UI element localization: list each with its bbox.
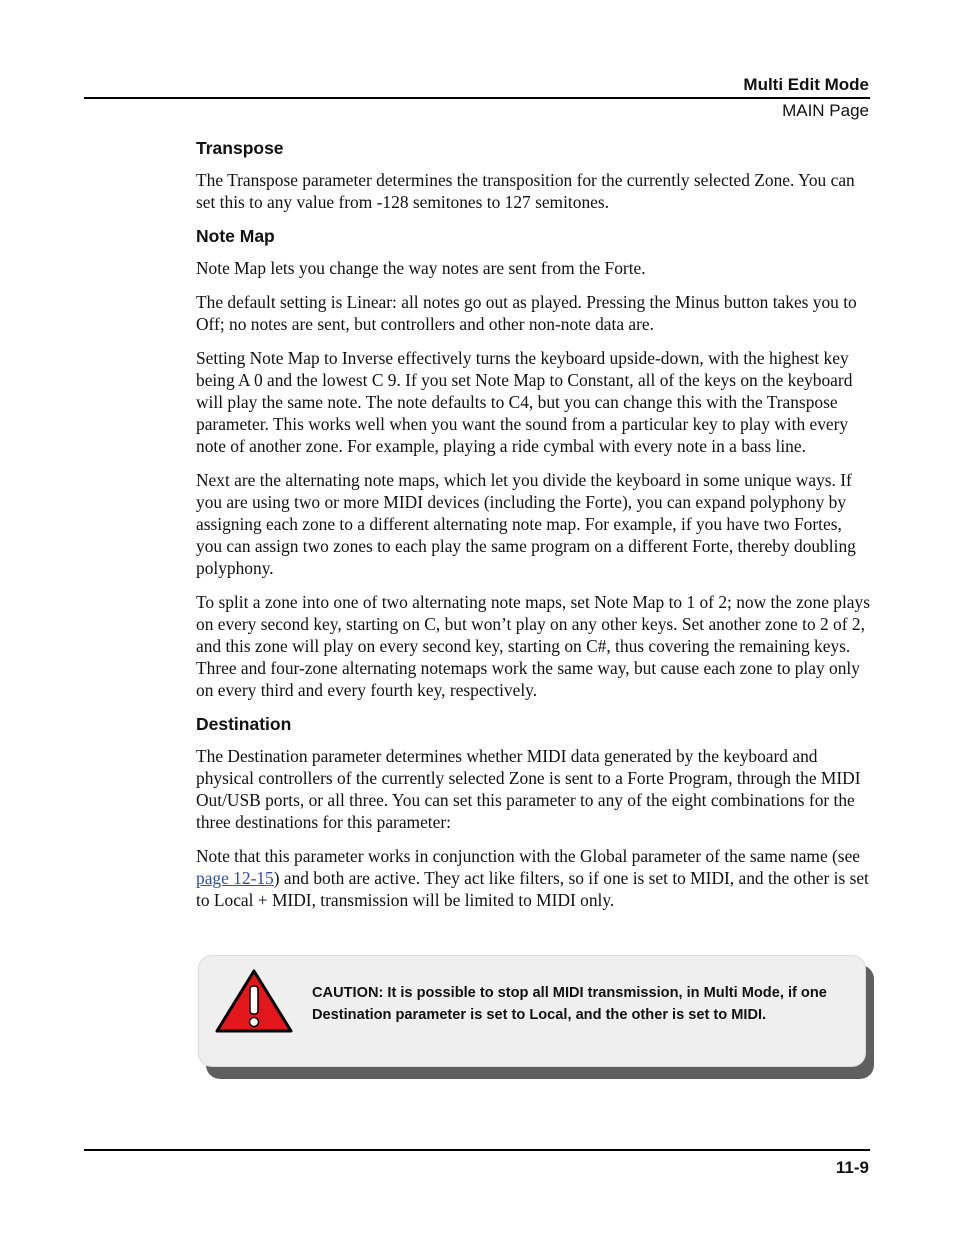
caution-text: CAUTION: It is possible to stop all MIDI transmission, in Multi Mode, if one Destination parameter is set to Local, and the other is set to MIDI. xyxy=(312,985,827,1023)
paragraph: The Transpose parameter determines the transposition for the currently selected Zone. You can set this to any value from -128 semitones to 127 semitones. xyxy=(196,170,855,212)
page-number: 11-9 xyxy=(835,1158,869,1177)
section-transpose xyxy=(196,137,872,213)
section-destination xyxy=(196,713,872,911)
paragraph: Note Map lets you change the way notes are sent from the Forte. xyxy=(196,258,646,278)
warning-icon xyxy=(214,968,294,1034)
text-after-link: ) and both are active. They act like filters, so if one is set to MIDI, and the other is set to Local + MIDI, transmission will be limited to MIDI only. xyxy=(196,868,869,910)
running-header-title: Multi Edit Mode xyxy=(743,75,869,94)
running-header-subtitle: MAIN Page xyxy=(782,101,869,120)
paragraph: Next are the alternating note maps, which let you divide the keyboard in some unique ways. If you are using two or more MIDI devices (including the Forte), you can expand polyphony by assigning each zone to a different alternating note map. For example, if you have two Fortes, you can assign two zones to each play the same program on a different Forte, thereby doubling polyphony. xyxy=(196,470,856,578)
paragraph: The default setting is Linear: all notes go out as played. Pressing the Minus button takes you to Off; no notes are sent, but controllers and other non-note data are. xyxy=(196,292,857,334)
paragraph-with-link xyxy=(196,845,872,911)
footer-rule xyxy=(84,1149,870,1151)
header-rule xyxy=(84,97,870,99)
callout-box xyxy=(198,955,866,1067)
heading-transpose: Transpose xyxy=(196,138,284,158)
text-before-link: Note that this parameter works in conjunction with the Global parameter of the same name (see xyxy=(196,846,861,866)
section-note-map xyxy=(196,225,872,701)
paragraph: The Destination parameter determines whether MIDI data generated by the keyboard and physical controllers of the currently selected Zone is sent to a Forte Program, through the MIDI Out/USB ports, or all three. You can set this parameter to any of the eight combinations for the three destinations for this parameter: xyxy=(196,746,861,832)
paragraph: To split a zone into one of two alternating note maps, set Note Map to 1 of 2; now the zone plays on every second key, starting on C, but won’t play on any other keys. Set another zone to 2 of 2, and this zone will play on every second key, starting on C#, thus covering the remaining keys. Three and four-zone alternating notemaps work the same way, but cause each zone to play only on every third and every fourth key, respectively. xyxy=(196,592,870,700)
page-body xyxy=(196,137,872,923)
paragraph: Setting Note Map to Inverse effectively turns the keyboard upside-down, with the highest key being A 0 and the lowest C 9. If you set Note Map to Constant, all of the keys on the keyboard will play the same note. The note defaults to C4, but you can change this with the Transpose parameter. This works well when you want the sound from a particular key to play with every note of another zone. For example, playing a ride cymbal with every note in a bass line. xyxy=(196,348,853,456)
page-reference-link[interactable]: page 12-15 xyxy=(196,868,274,888)
heading-destination: Destination xyxy=(196,714,292,734)
heading-note-map: Note Map xyxy=(196,226,275,246)
caution-callout xyxy=(198,955,868,1071)
